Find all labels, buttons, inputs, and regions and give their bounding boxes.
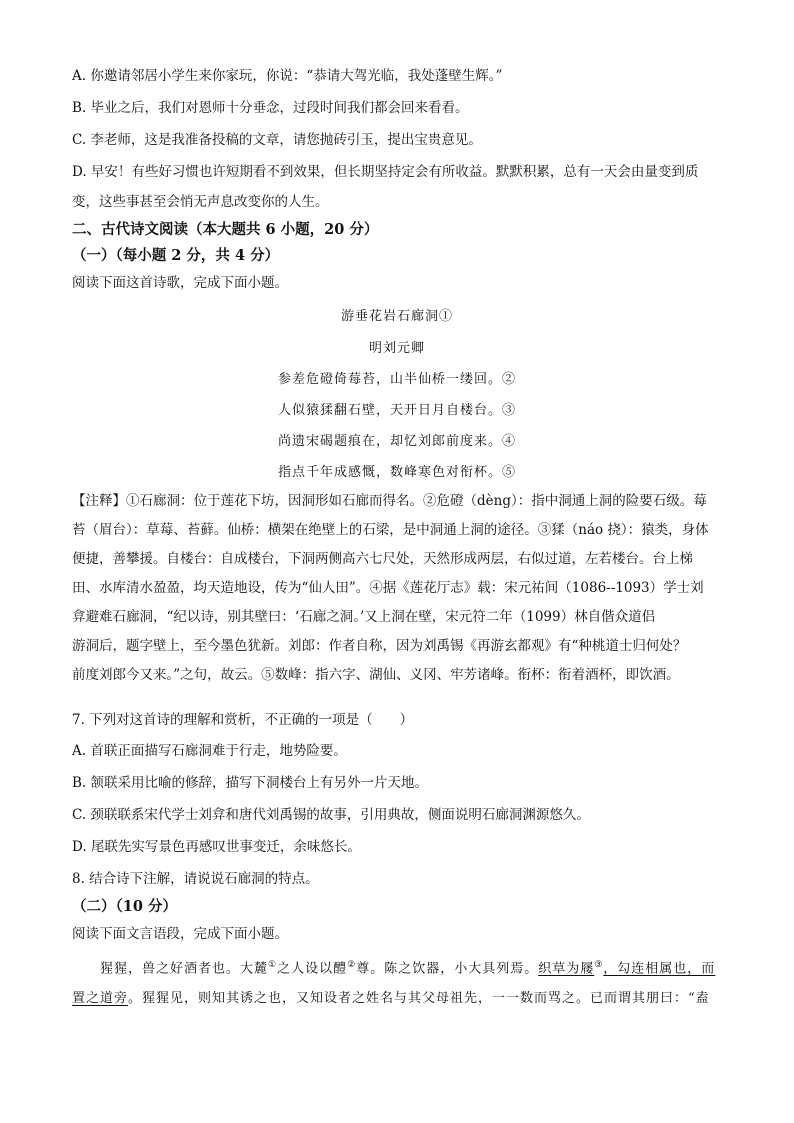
passage-text: 之人设以醴 <box>277 961 348 977</box>
note-line: 田、水库清水盈盈，均天造地设，传为“仙人田”。④据《莲花厅志》载：宋元祐间（1086--1093）学士刘 <box>72 580 704 596</box>
note-line: 游洞后，题字壁上，至今墨色犹新。刘郎：作者自称，因为刘禹锡《再游玄都观》有“种桃道士归何处？ <box>72 638 687 654</box>
note-line: 便捷，善攀援。自楼台：自成楼台，下洞两侧高六七尺处，天然形成两层，右似过道，左若楼台。台上梯 <box>72 551 693 567</box>
classical-passage <box>72 948 724 986</box>
question-7-stem: 7. 下列对这首诗的理解和赏析，不正确的一项是（ ） <box>72 712 414 728</box>
footnote-marker: ① <box>268 960 278 970</box>
section-title: 二、古代诗文阅读（本大题共 6 小题，20 分） <box>72 221 379 238</box>
underlined-sentence: 置之道旁 <box>72 991 129 1006</box>
option-b-prev: B. 毕业之后，我们对恩师十分垂念，过段时间我们都会回来看看。 <box>72 100 469 116</box>
option-d-prev: D. 早安！有些好习惯也许短期看不到效果，但长期坚持定会有所收益。默默积累，总有一天会由量变到质 <box>72 164 699 180</box>
note-line: 前度刘郎今又来。”之句，故云。⑤数峰：指六字、湖仙、义冈、牢芳诸峰。衔杯：衔着酒杯，即饮酒。 <box>72 667 680 683</box>
poem-author: 明刘元卿 <box>368 341 425 356</box>
passage-text: 。猩猩见，则知其诱之也，又知设者之姓名与其父母祖先，一一数而骂之。已而谓其朋曰：“盍 <box>128 991 710 1006</box>
question-7-option-d: D. 尾联先实写景色再感叹世事变迁，余味悠长。 <box>72 839 361 855</box>
passage-text: 猩猩，兽之好酒者也。大麓 <box>100 961 269 977</box>
part2-title: （二）（10 分） <box>72 898 177 915</box>
question-7-option-c: C. 颈联联系宋代学士刘弇和唐代刘禹锡的故事，引用典故，侧面说明石廊洞渊源悠久。 <box>72 807 590 823</box>
poem-line: 参差危磴倚莓苔，山半仙桥一缕回。② <box>277 372 516 387</box>
poem-line: 指点千年成感慨，数峰寒色对衔杯。⑤ <box>277 465 516 480</box>
part1-instruction: 阅读下面这首诗歌，完成下面小题。 <box>72 275 288 291</box>
note-line: 弇避难石廊洞，“纪以诗，别其壁曰：‘石廊之洞。’又上洞在壁，宋元符二年（1099）林自偕众道侣 <box>72 609 656 625</box>
option-c-prev: C. 李老师，这是我准备投稿的文章，请您抛砖引玉，提出宝贵意见。 <box>72 132 482 148</box>
poem-line: 人似猿猱翻石壁，天开日月自楼台。③ <box>277 403 516 418</box>
poem-line: 尚遗宋碣题痕在，却忆刘郎前度来。④ <box>277 434 516 449</box>
underlined-sentence: ，勾连相属也，而 <box>603 961 716 977</box>
underlined-sentence: 织草为屦 <box>538 961 595 977</box>
option-a-prev: A. 你邀请邻居小学生来你家玩，你说：“恭请大驾光临，我处蓬壁生辉。” <box>72 68 503 84</box>
question-8-stem: 8. 结合诗下注解，请说说石廊洞的特点。 <box>72 871 319 887</box>
poem-title: 游垂花岩石廊洞① <box>340 309 453 324</box>
question-7-option-a: A. 首联正面描写石廊洞难于行走，地势险要。 <box>72 743 347 759</box>
note-line: 苔（眉台）：草莓、苔藓。仙桥：横架在绝壁上的石梁，是中洞通上洞的途径。③猱（náo 挠）：猿类，身体 <box>72 522 709 538</box>
part2-instruction: 阅读下面文言语段，完成下面小题。 <box>72 926 288 942</box>
question-7-option-b: B. 颔联采用比喻的修辞，描写下洞楼台上有另外一片天地。 <box>72 775 429 791</box>
part1-title: （一）（每小题 2 分，共 4 分） <box>72 247 280 264</box>
passage-text: 尊。陈之饮器，小大具列焉。 <box>356 961 539 977</box>
footnote-marker: ③ <box>594 960 604 970</box>
note-line: 【注释】①石廊洞：位于莲花下坊，因洞形如石廊而得名。②危磴（dèng）：指中洞通上洞的险要石级。莓 <box>72 493 707 509</box>
footnote-marker: ② <box>347 960 357 970</box>
option-d-prev-cont: 变，这些事甚至会悄无声息改变你的人生。 <box>72 194 329 210</box>
classical-passage-line2 <box>72 982 724 1016</box>
